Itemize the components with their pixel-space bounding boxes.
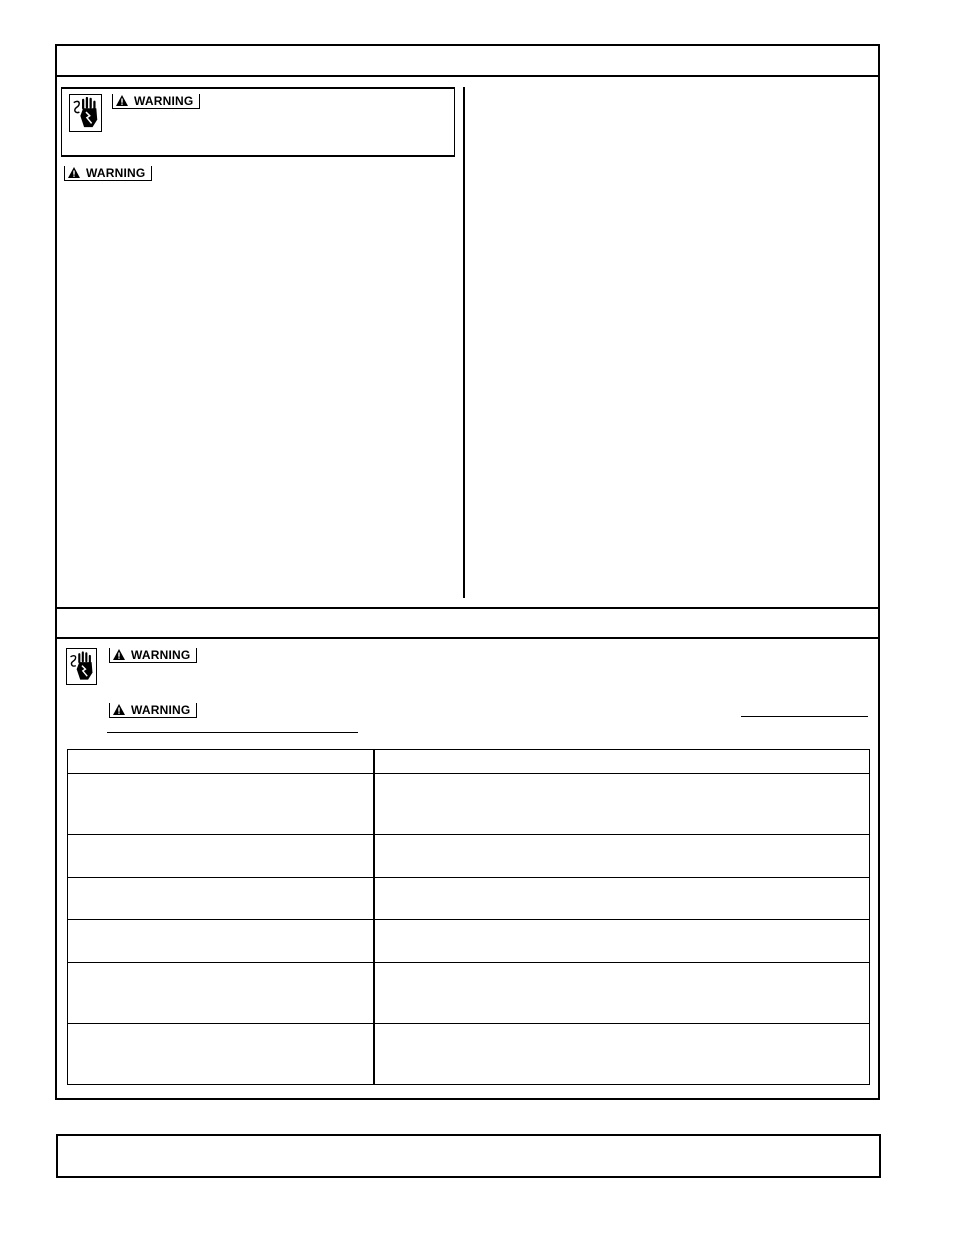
section1-header-divider — [55, 75, 880, 77]
table-row — [68, 920, 870, 963]
table-cell — [68, 963, 374, 1024]
electric-shock-hand-icon — [69, 94, 102, 132]
troubleshooting-table — [67, 749, 870, 1085]
electric-shock-hand-icon — [66, 648, 97, 685]
warning-badge-section2 — [109, 648, 197, 663]
warning-triangle-icon — [113, 649, 125, 660]
table-cell — [68, 878, 374, 920]
warning-badge-label: WARNING — [134, 94, 194, 108]
underline-left — [107, 732, 358, 733]
table-header-cell — [374, 750, 870, 774]
table-row — [68, 835, 870, 878]
warning-badge-standalone — [64, 166, 152, 181]
section2-top-divider — [55, 607, 880, 609]
table-header-row — [68, 750, 870, 774]
underline-right — [741, 716, 868, 717]
section2-header-divider — [55, 637, 880, 639]
column-divider — [463, 87, 465, 598]
table-row — [68, 963, 870, 1024]
warning-triangle-icon — [116, 95, 128, 106]
warning-triangle-icon — [68, 167, 80, 178]
table-row — [68, 1024, 870, 1085]
table-cell — [374, 920, 870, 963]
table-cell — [68, 774, 374, 835]
table-cell — [374, 963, 870, 1024]
table-cell — [374, 878, 870, 920]
table-header-cell — [68, 750, 374, 774]
warning-badge — [112, 94, 200, 109]
table-row — [68, 878, 870, 920]
table-cell — [374, 774, 870, 835]
warning-badge-label: WARNING — [131, 648, 191, 662]
table-cell — [68, 920, 374, 963]
warning-badge-label: WARNING — [86, 166, 146, 180]
warning-badge-section2-second — [109, 703, 197, 718]
table-row — [68, 774, 870, 835]
table-cell — [68, 835, 374, 878]
table-cell — [374, 1024, 870, 1085]
footer-box — [56, 1134, 881, 1178]
warning-triangle-icon — [113, 704, 125, 715]
table-cell — [68, 1024, 374, 1085]
table-cell — [374, 835, 870, 878]
warning-badge-label: WARNING — [131, 703, 191, 717]
